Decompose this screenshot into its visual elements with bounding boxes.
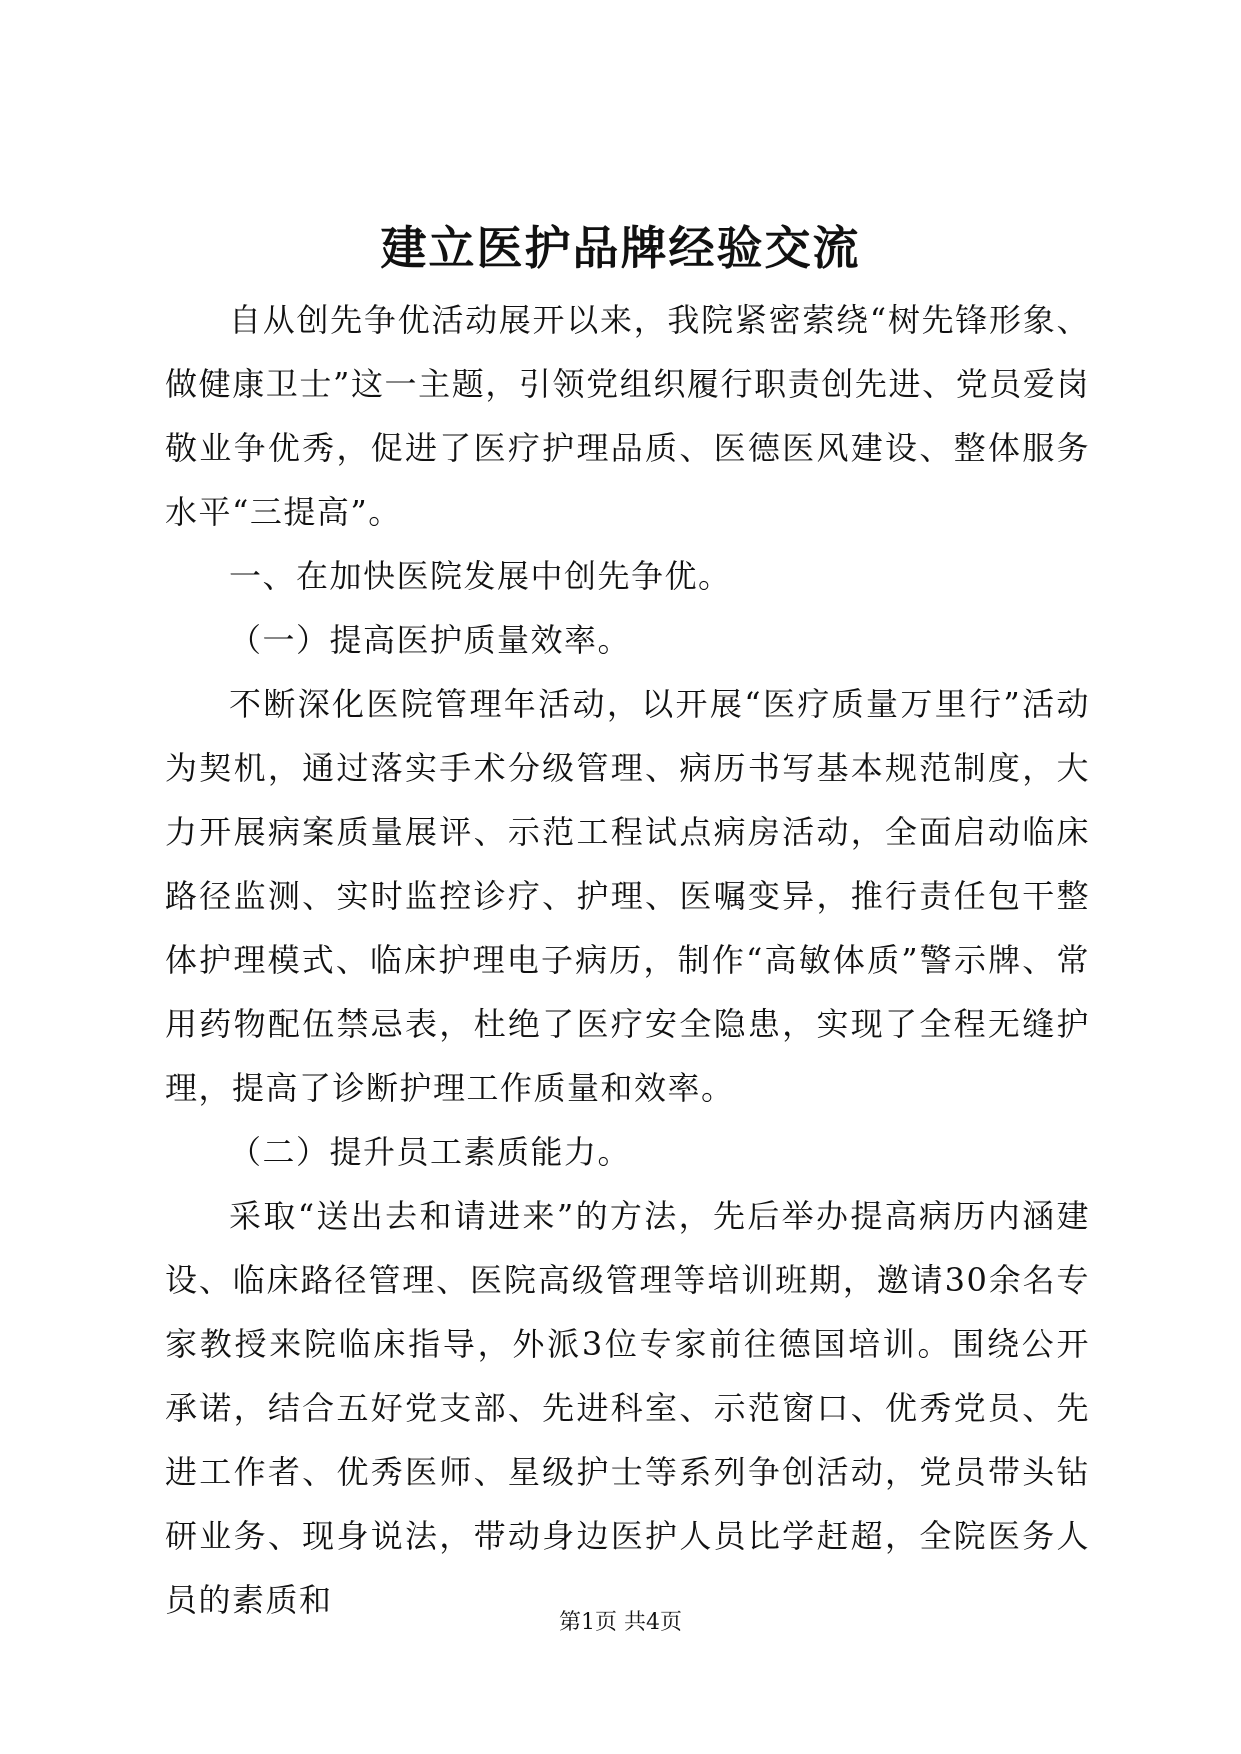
section-heading-1: 一、在加快医院发展中创先争优。 (229, 557, 732, 595)
document-title: 建立医护品牌经验交流 (380, 221, 861, 275)
page-number-footer: 第1页 共4页 (559, 1610, 682, 1635)
paragraph-training: 采取“送出去和请进来”的方法，先后举办提高病历内涵建设、临床路径管理、医院高级管理等培训班期，邀请30余名专家教授来院临床指导，外派3位专家前往德国培训。围绕公开承诺，结合五好党支部、先进科室、示范窗口、优秀党员、先进工作者、优秀医师、星级护士等系列争创活动，党员带头钻研业务、现身说法，带动身边医护人员比学赶超，全院医务人员的素质和 (165, 1197, 1090, 1619)
subsection-heading-1: （一）提高医护质量效率。 (229, 621, 632, 659)
paragraph-intro: 自从创先争优活动展开以来，我院紧密萦绕“树先锋形象、做健康卫士”这一主题，引领党组织履行职责创先进、党员爱岗敬业争优秀，促进了医疗护理品质、医德医风建设、整体服务水平“三提高”。 (165, 301, 1090, 531)
paragraph-quality: 不断深化医院管理年活动，以开展“医疗质量万里行”活动为契机，通过落实手术分级管理、病历书写基本规范制度，大力开展病案质量展评、示范工程试点病房活动，全面启动临床路径监测、实时监控诊疗、护理、医嘱变异，推行责任包干整体护理模式、临床护理电子病历，制作“高敏体质”警示牌、常用药物配伍禁忌表，杜绝了医疗安全隐患，实现了全程无缝护理，提高了诊断护理工作质量和效率。 (165, 685, 1090, 1107)
subsection-heading-2: （二）提升员工素质能力。 (229, 1133, 632, 1171)
document-body (165, 288, 1090, 1632)
